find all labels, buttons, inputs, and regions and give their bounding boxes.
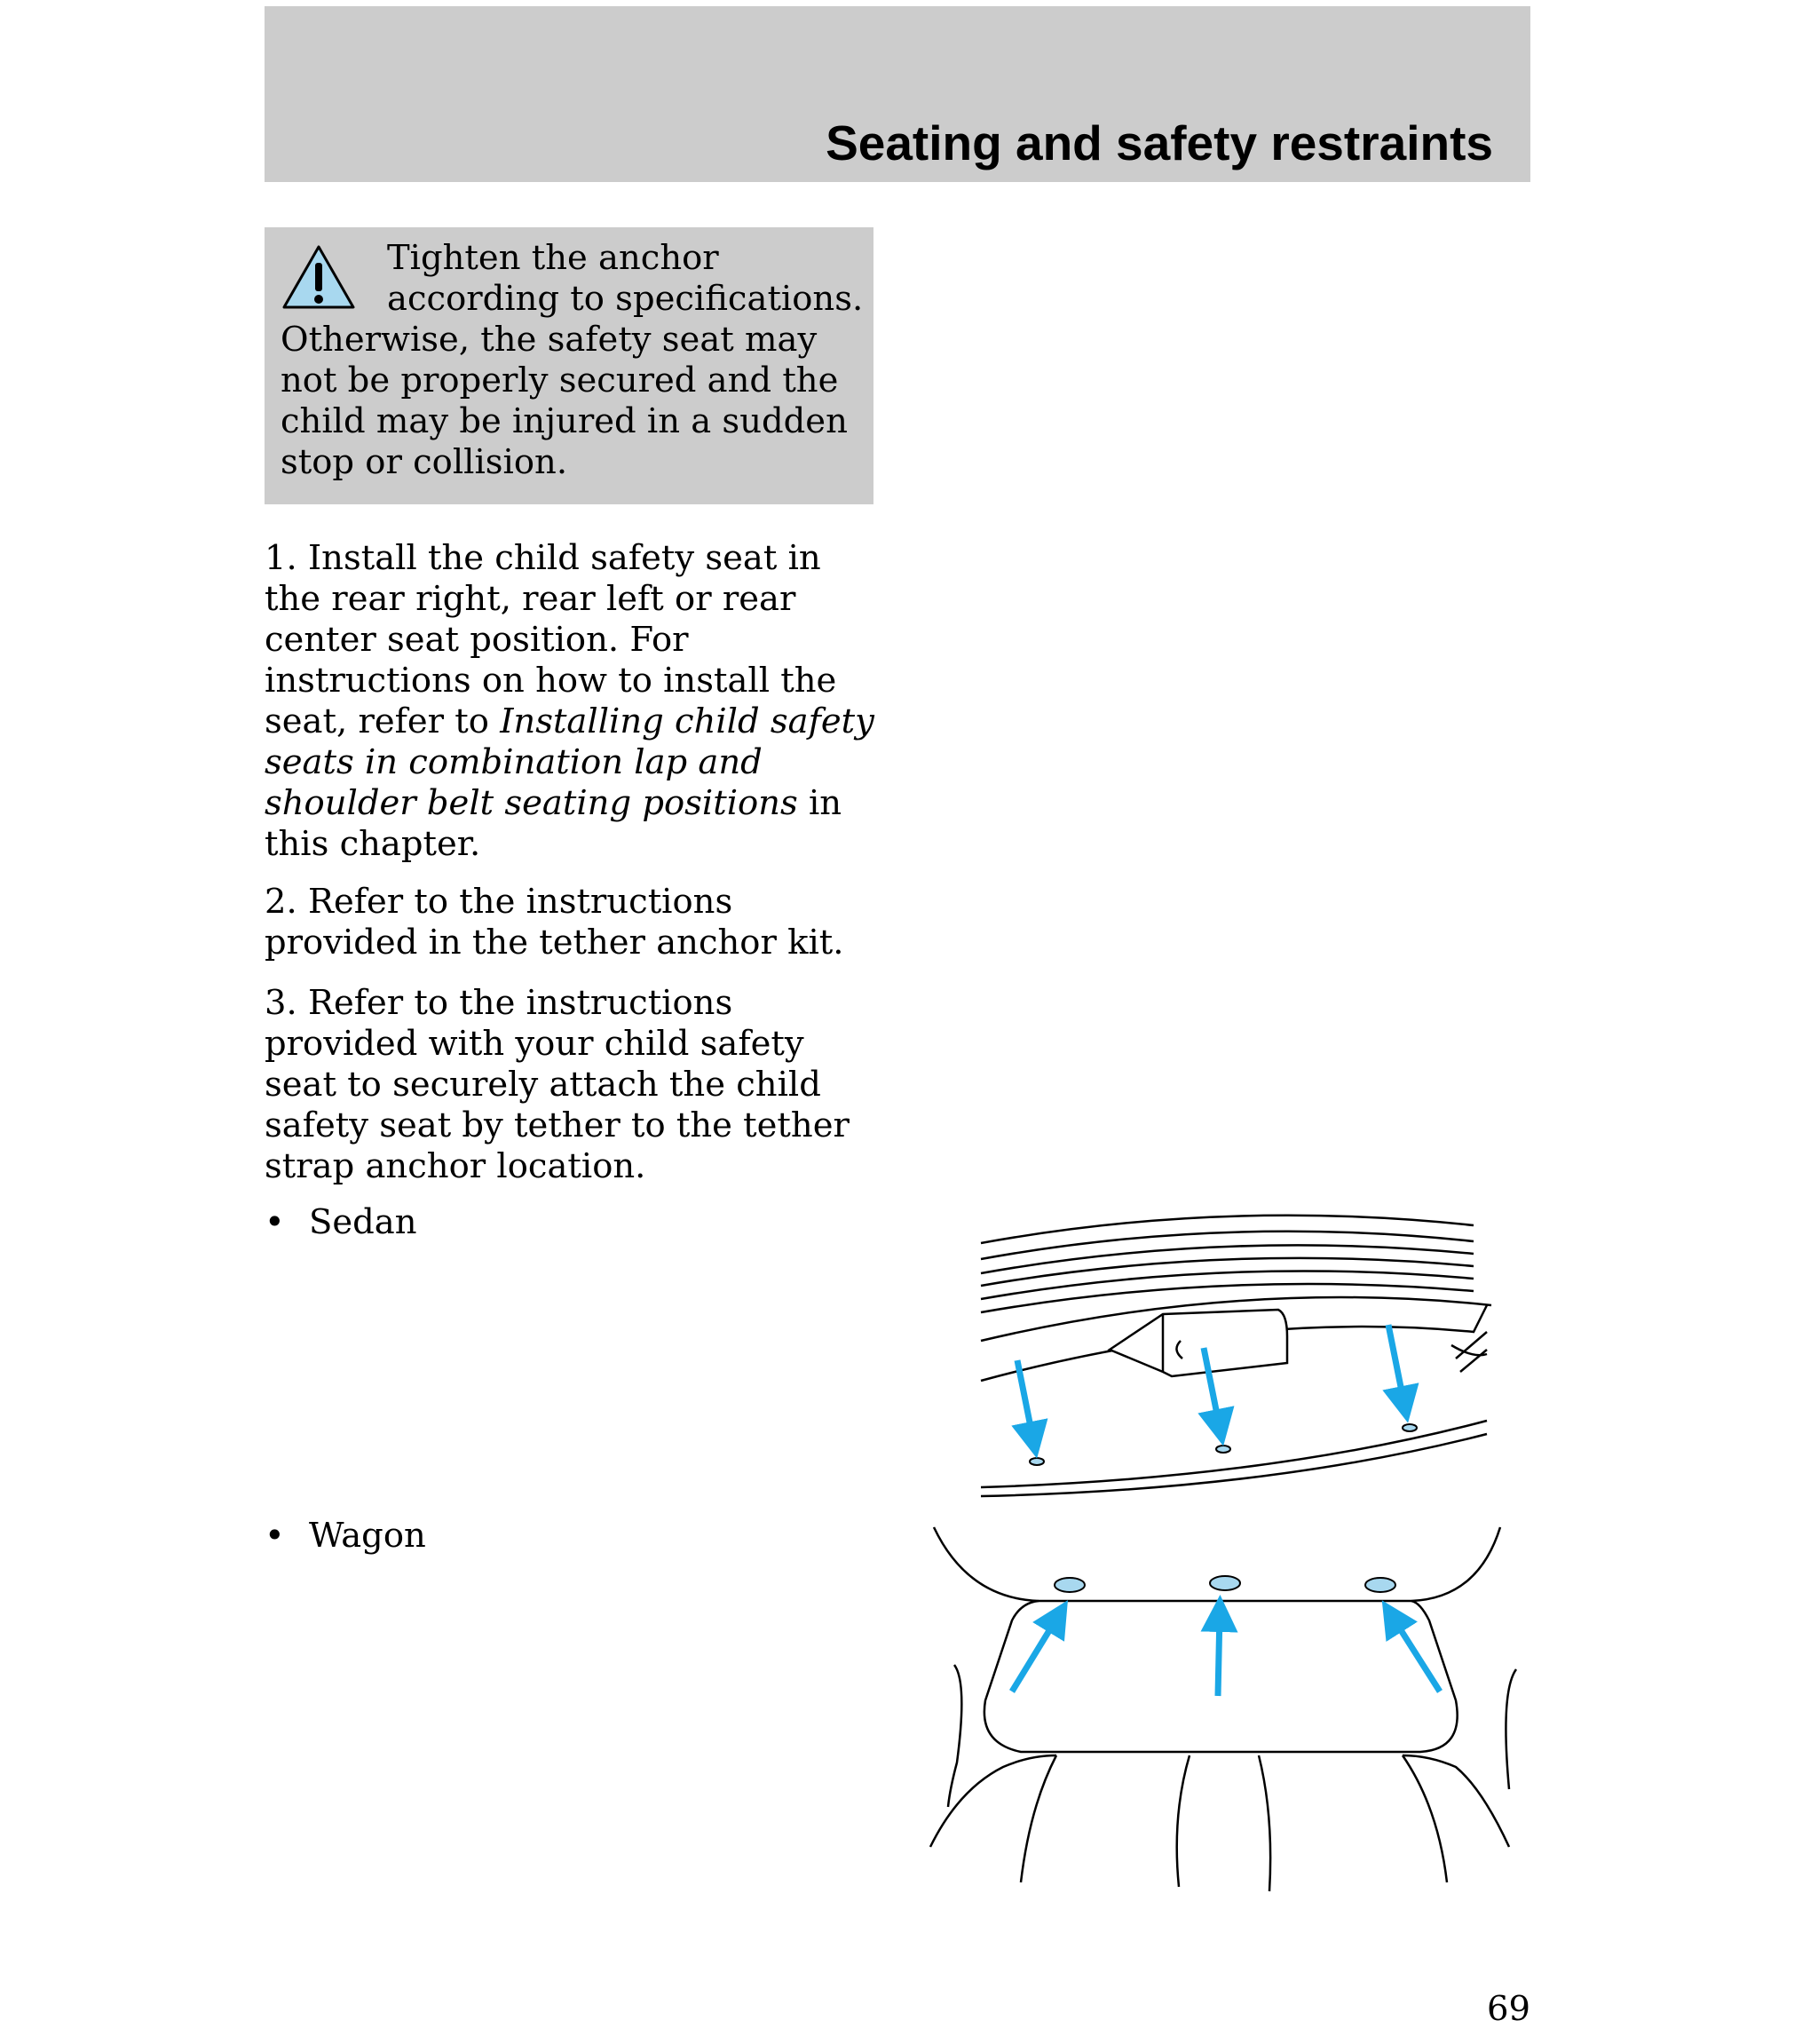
warning-text: Tighten the anchor according to specifications. Otherwise, the safety seat may not be properly secured and the child may be injured in a sudden stop or collision. [281, 238, 864, 482]
step-1-reference: Installing child safety seats in combination lap and shoulder belt seating positions [265, 701, 874, 823]
bullet-wagon-label: Wagon [309, 1516, 426, 1556]
step-2: 2. Refer to the instructions provided in the tether anchor kit. [265, 882, 844, 963]
wagon-tether-anchor-illustration [923, 1523, 1527, 1931]
step-1-text-end: in this chapter. [265, 783, 842, 864]
step-3: 3. Refer to the instructions provided with your child safety seat to securely attach the child safety seat by tether to the tether strap anchor location. [265, 983, 850, 1186]
bullet-sedan [265, 1202, 417, 1243]
bullet-dot: • [265, 1516, 285, 1556]
warning-box [265, 227, 873, 504]
header-band [265, 6, 1530, 182]
bullet-dot: • [265, 1202, 285, 1242]
bullet-sedan-label: Sedan [309, 1202, 417, 1242]
step-1-text: 1. Install the child safety seat in the rear right, rear left or rear center seat position. For instructions on how to install the seat, refer to [265, 538, 837, 741]
page-title: Seating and safety restraints [826, 115, 1493, 170]
sedan-tether-anchor-illustration [976, 1208, 1491, 1501]
bullet-wagon [265, 1516, 426, 1557]
page-number: 69 [1487, 1989, 1530, 2029]
step-1 [265, 538, 886, 865]
